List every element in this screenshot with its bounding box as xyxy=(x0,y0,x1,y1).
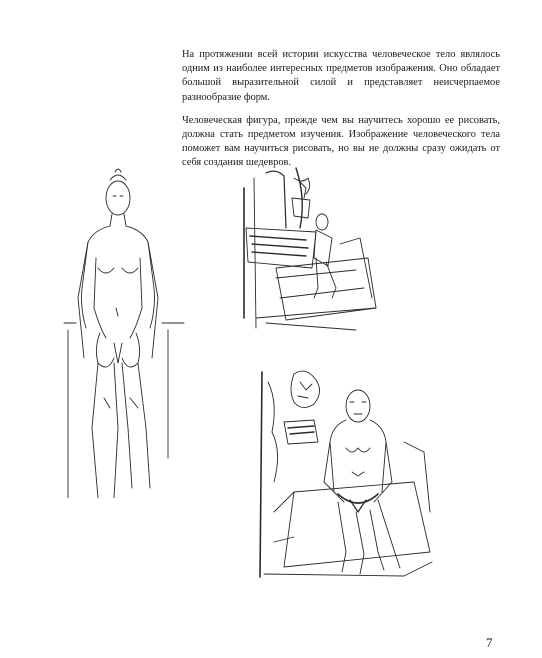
standing-figure-sketch xyxy=(58,158,218,498)
seated-man-sketch xyxy=(254,362,440,584)
page-number: 7 xyxy=(486,635,493,650)
paragraph-2: Человеческая фигура, прежде чем вы научитесь хорошо ее рисовать, должна стать предметом изучения. Изображение человеческого тела поможет вам научиться рисовать, но вы не должны сразу ожидать от себя создания шедевров. xyxy=(182,114,500,169)
paragraph-1: На протяжении всей истории искусства человеческое тело являлось одним из наиболее интересных предметов изображения. Оно обладает большой выразительной силой и представляет неисчерпаемое разнообразие форм. xyxy=(182,49,500,103)
room-interior-sketch xyxy=(236,158,386,338)
